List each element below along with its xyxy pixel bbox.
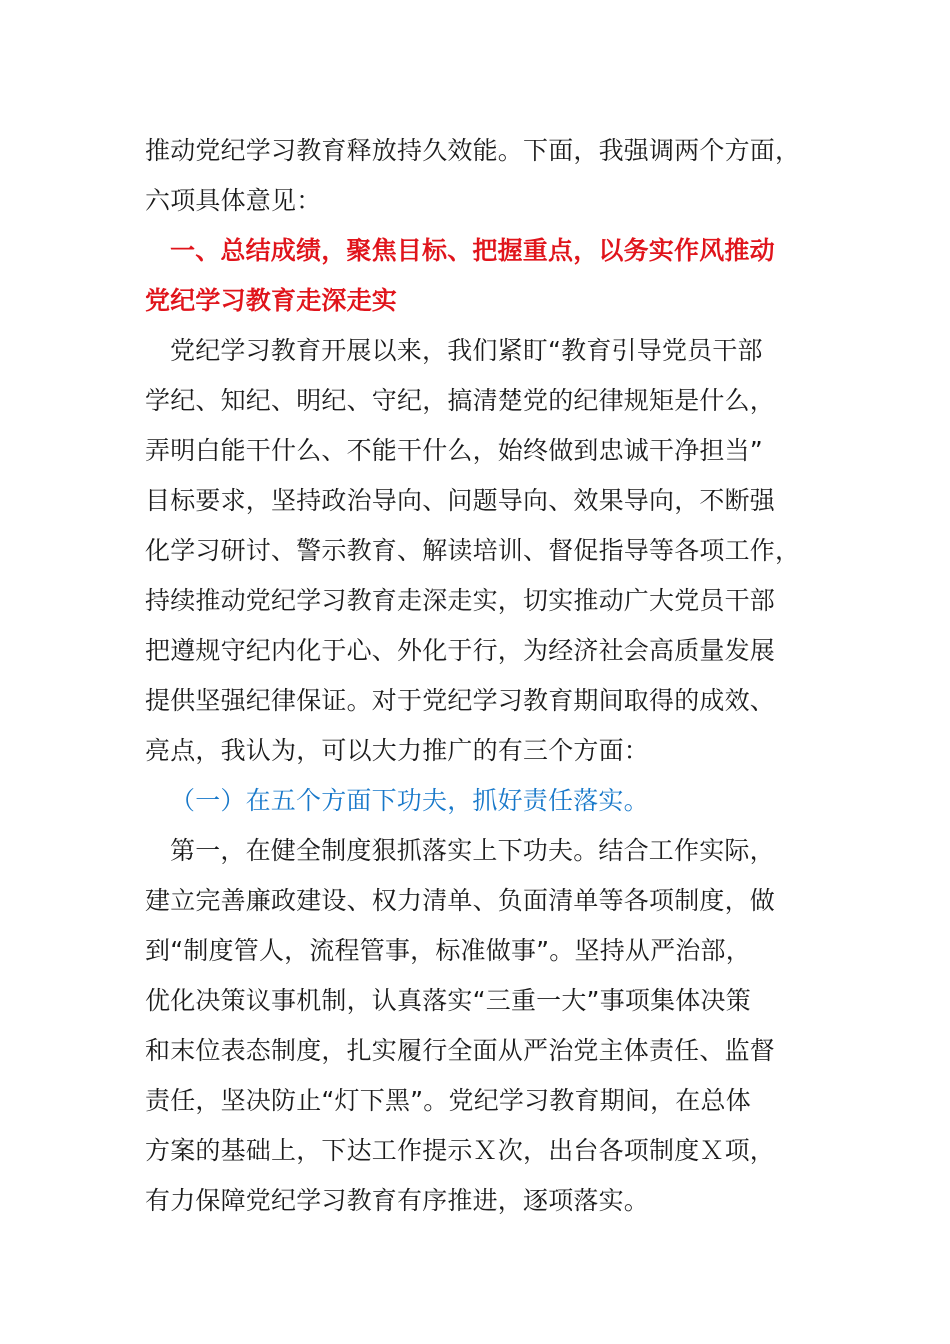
body-line: 化学习研讨、警示教育、解读培训、督促指导等各项工作， xyxy=(145,536,801,565)
body-line: 方案的基础上，下达工作提示Ｘ次，出台各项制度Ｘ项， xyxy=(145,1136,776,1165)
body-line: 党纪学习教育开展以来，我们紧盯“教育引导党员干部 xyxy=(170,336,763,365)
body-line: 提供坚强纪律保证。对于党纪学习教育期间取得的成效、 xyxy=(145,686,776,715)
body-line: 责任，坚决防止“灯下黑”。党纪学习教育期间，在总体 xyxy=(145,1086,751,1115)
body-line: 持续推动党纪学习教育走深走实，切实推动广大党员干部 xyxy=(145,586,776,615)
section-heading: 一、总结成绩，聚焦目标、把握重点，以务实作风推动 xyxy=(170,236,775,265)
body-line: 有力保障党纪学习教育有序推进，逐项落实。 xyxy=(145,1186,650,1215)
body-line: 亮点，我认为，可以大力推广的有三个方面： xyxy=(145,736,650,765)
body-line: 到“制度管人，流程管事，标准做事”。坚持从严治部， xyxy=(145,936,751,965)
body-line: 优化决策议事机制，认真落实“三重一大”事项集体决策 xyxy=(145,986,751,1015)
body-line: 推动党纪学习教育释放持久效能。下面，我强调两个方面， xyxy=(145,136,801,165)
body-line: 学纪、知纪、明纪、守纪，搞清楚党的纪律规矩是什么， xyxy=(145,386,776,415)
section-heading: 党纪学习教育走深走实 xyxy=(145,286,398,315)
body-line: 第一，在健全制度狠抓落实上下功夫。结合工作实际， xyxy=(170,836,775,865)
body-line: 建立完善廉政建设、权力清单、负面清单等各项制度，做 xyxy=(145,886,776,915)
document-page xyxy=(145,126,810,1226)
body-line: 弄明白能干什么、不能干什么，始终做到忠诚干净担当” xyxy=(145,436,763,465)
subsection-heading: （一）在五个方面下功夫，抓好责任落实。 xyxy=(170,786,649,815)
body-line: 把遵规守纪内化于心、外化于行，为经济社会高质量发展 xyxy=(145,636,776,665)
body-line: 和末位表态制度，扎实履行全面从严治党主体责任、监督 xyxy=(145,1036,776,1065)
body-line: 六项具体意见： xyxy=(145,186,322,215)
body-line: 目标要求，坚持政治导向、问题导向、效果导向，不断强 xyxy=(145,486,776,515)
